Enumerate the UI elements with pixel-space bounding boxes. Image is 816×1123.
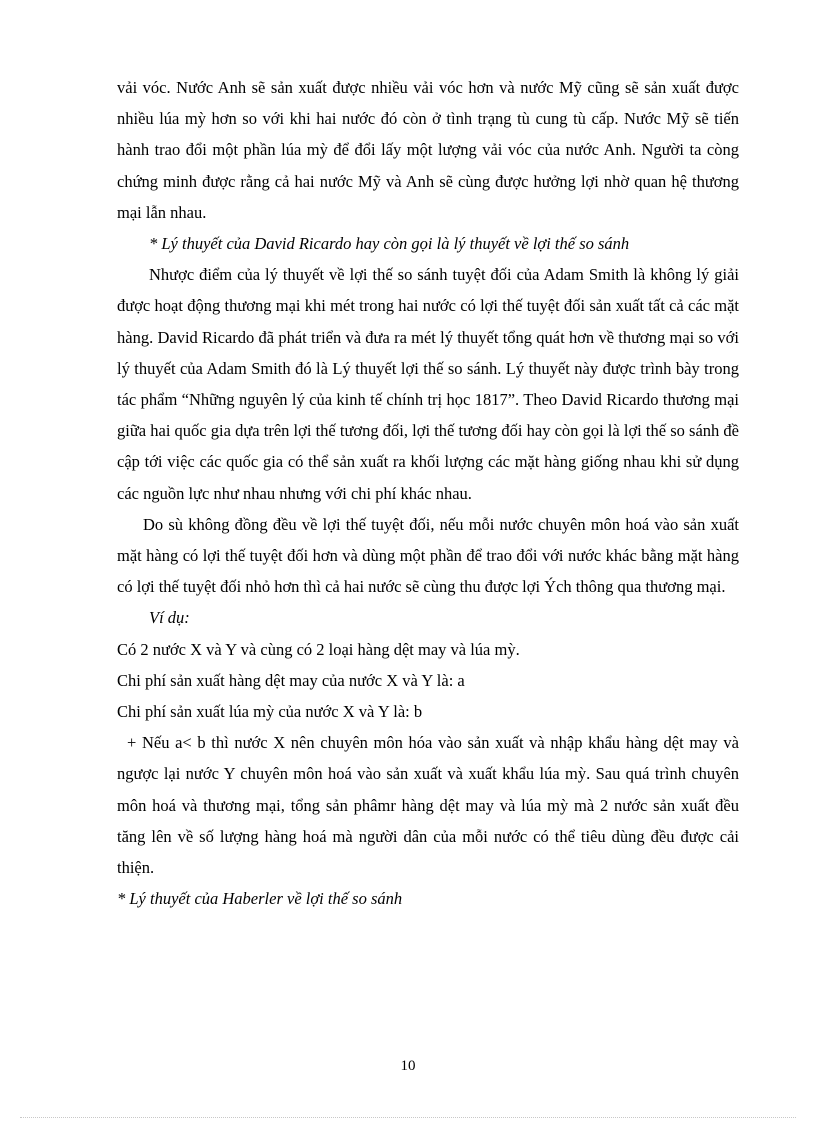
paragraph-ricardo-theory: Nhược điểm của lý thuyết về lợi thế so sánh tuyệt đối của Adam Smith là không lý giải được hoạt động thương mại khi mét trong hai nước có lợi thế tuyệt đối sản xuất tất cả các mặt hàng. David Ricardo đã phát triển và đưa ra mét lý thuyết tổng quát hơn về thương mại so với lý thuyết của Adam Smith đó là Lý thuyết lợi thế so sánh. Lý thuyết này được trình bày trong tác phẩm “Những nguyên lý của kinh tế chính trị học 1817”. Theo David Ricardo thương mại giữa hai quốc gia dựa trên lợi thế tương đối, lợi thế tương đối hay còn gọi là lợi thế so sánh đề cập tới việc các quốc gia có thể sản xuất ra khối lượng các mặt hàng giống nhau khi sử dụng các nguồn lực như nhau nhưng với chi phí khác nhau. — [117, 265, 739, 503]
paragraph-continuation: vải vóc. Nước Anh sẽ sản xuất được nhiều vải vóc hơn và nước Mỹ cũng sẽ sản xuất được nhiều lúa mỳ hơn so với khi hai nước đó còn ở tình trạng tù cung tù cấp. Nước Mỹ sẽ tiến hành trao đổi một phần lúa mỳ để đổi lấy một lượng vải vóc của nước Anh. Người ta còng chứng minh được rằng cả hai nước Mỹ và Anh sẽ cùng được hưởng lợi nhờ quan hệ thương mại lẫn nhau. — [117, 78, 739, 222]
section-heading-haberler: * Lý thuyết của Haberler về lợi thế so sánh — [117, 889, 403, 909]
document-body — [117, 72, 739, 914]
page-number: 10 — [400, 1058, 416, 1074]
paragraph-absolute-advantage: Do sù không đồng đều về lợi thế tuyệt đối, nếu mỗi nước chuyên môn hoá vào sản xuất mặt hàng có lợi thế tuyệt đối hơn và dùng một phần để trao đổi với nước khác bằng mặt hàng có lợi thế tuyệt đối nhỏ hơn thì cả hai nước sẽ cùng thu được lợi Ých thông qua thương mại. — [117, 514, 739, 597]
example-line-wheat-cost: Chi phí sản xuất lúa mỳ của nước X và Y là: b — [117, 702, 423, 722]
example-line-countries: Có 2 nước X và Y và cùng có 2 loại hàng dệt may và lúa mỳ. — [117, 639, 520, 659]
paragraph-example-case: + Nếu a< b thì nước X nên chuyên môn hóa vào sản xuất và nhập khẩu hàng dệt may và ngược lại nước Y chuyên môn hoá vào sản xuất và xuất khẩu lúa mỳ. Sau quá trình chuyên môn hoá và thương mại, tổng sản phâmr hàng dệt may và lúa mỳ mà 2 nước sản xuất đều tăng lên về số lượng hàng hoá mà người dân của mỗi nước có thể tiêu dùng đều được cải thiện. — [117, 733, 739, 878]
example-label: Ví dụ: — [149, 608, 190, 628]
section-heading-ricardo: * Lý thuyết của David Ricardo hay còn gọi là lý thuyết về lợi thế so sánh — [149, 234, 630, 254]
example-line-textile-cost: Chi phí sản xuất hàng dệt may của nước X và Y là: a — [117, 670, 465, 690]
footer-dotted-rule — [20, 1117, 796, 1118]
